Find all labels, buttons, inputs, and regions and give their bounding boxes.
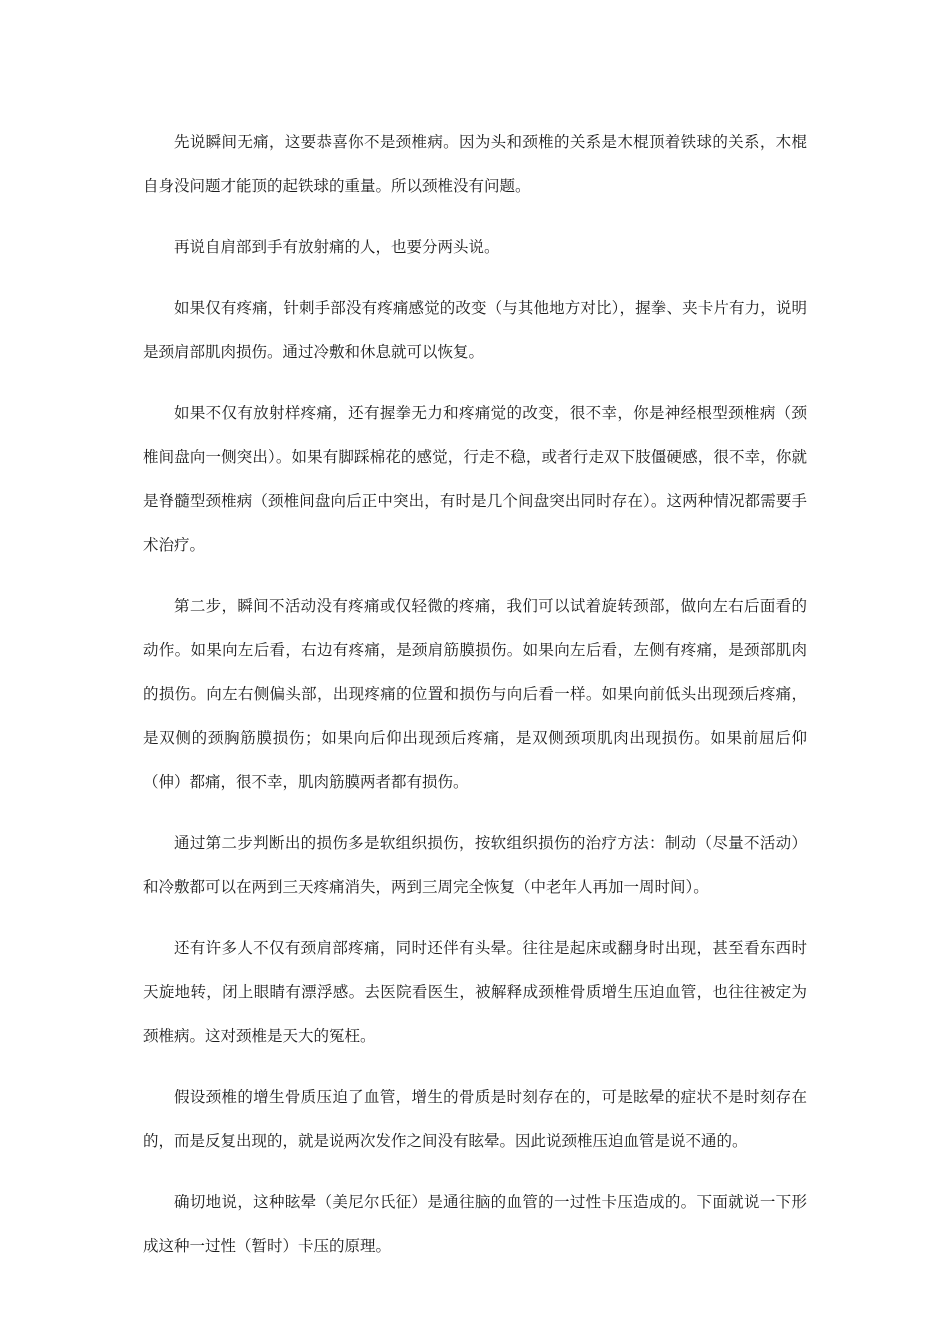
paragraph-2: 再说自肩部到手有放射痛的人，也要分两头说。 — [174, 238, 500, 256]
document-body — [143, 120, 807, 1285]
paragraph-7: 还有许多人不仅有颈肩部疼痛，同时还伴有头晕。往往是起床或翻身时出现，甚至看东西时天旋地转，闭上眼睛有漂浮感。去医院看医生，被解释成颈椎骨质增生压迫血管，也往往被定为颈椎病。这对颈椎是天大的冤枉。 — [143, 939, 807, 1045]
paragraph-3: 如果仅有疼痛，针刺手部没有疼痛感觉的改变（与其他地方对比），握拳、夹卡片有力，说明是颈肩部肌肉损伤。通过冷敷和休息就可以恢复。 — [143, 299, 807, 361]
paragraph-9: 确切地说，这种眩晕（美尼尔氏征）是通往脑的血管的一过性卡压造成的。下面就说一下形成这种一过性（暂时）卡压的原理。 — [143, 1193, 807, 1255]
paragraph-8: 假设颈椎的增生骨质压迫了血管，增生的骨质是时刻存在的，可是眩晕的症状不是时刻存在的，而是反复出现的，就是说两次发作之间没有眩晕。因此说颈椎压迫血管是说不通的。 — [143, 1088, 807, 1150]
paragraph-6: 通过第二步判断出的损伤多是软组织损伤，按软组织损伤的治疗方法：制动（尽量不活动）和冷敷都可以在两到三天疼痛消失，两到三周完全恢复（中老年人再加一周时间）。 — [143, 834, 807, 896]
paragraph-1: 先说瞬间无痛，这要恭喜你不是颈椎病。因为头和颈椎的关系是木棍顶着铁球的关系，木棍自身没问题才能顶的起铁球的重量。所以颈椎没有问题。 — [143, 133, 807, 195]
paragraph-5: 第二步，瞬间不活动没有疼痛或仅轻微的疼痛，我们可以试着旋转颈部，做向左右后面看的动作。如果向左后看，右边有疼痛，是颈肩筋膜损伤。如果向左后看，左侧有疼痛，是颈部肌肉的损伤。向左右侧偏头部，出现疼痛的位置和损伤与向后看一样。如果向前低头出现颈后疼痛，是双侧的颈胸筋膜损伤；如果向后仰出现颈后疼痛，是双侧颈项肌肉出现损伤。如果前屈后仰（伸）都痛，很不幸，肌肉筋膜两者都有损伤。 — [143, 597, 807, 791]
paragraph-4: 如果不仅有放射样疼痛，还有握拳无力和疼痛觉的改变，很不幸，你是神经根型颈椎病（颈椎间盘向一侧突出）。如果有脚踩棉花的感觉，行走不稳，或者行走双下肢僵硬感，很不幸，你就是脊髓型颈椎病（颈椎间盘向后正中突出，有时是几个间盘突出同时存在）。这两种情况都需要手术治疗。 — [143, 404, 807, 554]
